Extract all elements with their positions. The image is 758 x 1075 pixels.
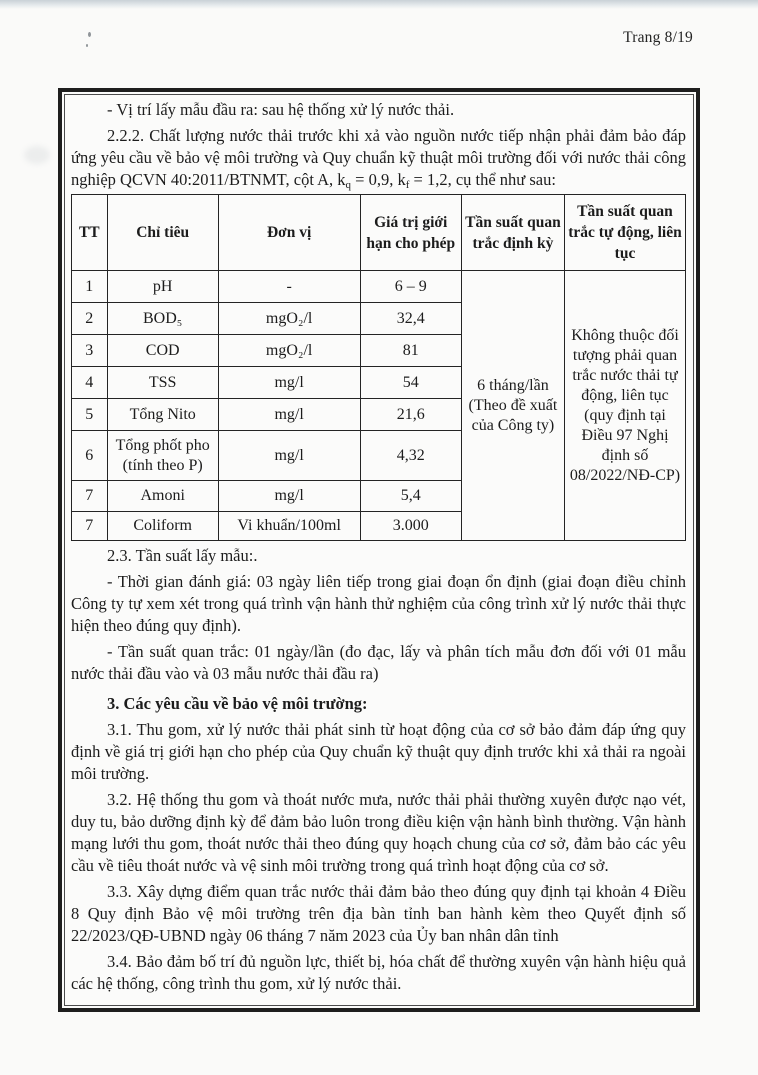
cell-tt: 5 <box>72 399 108 431</box>
cell-value: 32,4 <box>360 303 461 335</box>
cell-name: Tổng Nito <box>107 399 218 431</box>
content-area <box>64 94 694 1006</box>
cell-name: BOD₅ <box>107 303 218 335</box>
subscript-kf: f <box>405 179 410 191</box>
column-header: Tần suất quan trắc tự động, liên tục <box>565 195 686 271</box>
cell-tt: 2 <box>72 303 108 335</box>
cell-unit: mgO₂/l <box>218 335 360 367</box>
paragraph-2-2-2 <box>71 125 686 191</box>
paragraph-2-2-2-end: = 1,2, cụ thể như sau: <box>409 170 556 189</box>
column-header: Đơn vị <box>218 195 360 271</box>
cell-value: 54 <box>360 367 461 399</box>
paragraph-3-3: 3.3. Xây dựng điểm quan trắc nước thải đảm bảo theo đúng quy định tại khoản 4 Điều 8 Quy định Bảo vệ môi trường trên địa bàn tỉnh ban hành kèm theo Quyết định số 22/2023/QĐ-UBND ngày 06 tháng 7 năm 2023 của Ủy ban nhân dân tỉnh <box>71 882 686 945</box>
wastewater-limits-table <box>71 194 686 541</box>
cell-value: 5,4 <box>360 481 461 512</box>
cell-periodic-frequency: 6 tháng/lần (Theo đề xuất của Công ty) <box>461 271 564 541</box>
column-header: Giá trị giới hạn cho phép <box>360 195 461 271</box>
intro-sampling-line: - Vị trí lấy mẫu đầu ra: sau hệ thống xử lý nước thải. <box>107 100 455 119</box>
cell-name: pH <box>107 271 218 303</box>
cell-unit: mg/l <box>218 399 360 431</box>
paragraph-3-1: 3.1. Thu gom, xử lý nước thải phát sinh từ hoạt động của cơ sở bảo đảm đáp ứng quy định về giá trị giới hạn cho phép của Quy chuẩn kỹ thuật quy định trước khi xả thải ra ngoài môi trường. <box>71 720 686 783</box>
cell-unit: - <box>218 271 360 303</box>
paragraph-2-2-2-text: 2.2.2. Chất lượng nước thải trước khi xả vào nguồn nước tiếp nhận phải đảm bảo đáp ứng yêu cầu về bảo vệ môi trường và Quy chuẩn kỹ thuật môi trường đối với nước thải công nghiệp QCVN 40:2011/BTNMT, cột A, k <box>71 126 686 189</box>
scan-speck <box>86 44 88 47</box>
cell-value: 6 – 9 <box>360 271 461 303</box>
section-2-3-heading: 2.3. Tần suất lấy mẫu:. <box>107 546 258 565</box>
table-row <box>72 271 686 303</box>
cell-tt: 6 <box>72 431 108 481</box>
cell-value: 81 <box>360 335 461 367</box>
scan-speck <box>88 32 91 37</box>
cell-value: 21,6 <box>360 399 461 431</box>
section-3-heading: 3. Các yêu cầu về bảo vệ môi trường: <box>107 694 368 713</box>
cell-name: TSS <box>107 367 218 399</box>
cell-unit: mg/l <box>218 431 360 481</box>
paragraph-3-4: 3.4. Bảo đảm bố trí đủ nguồn lực, thiết bị, hóa chất để thường xuyên vận hành hiệu quả các hệ thống, công trình thu gom, xử lý nước thải. <box>71 952 686 993</box>
cell-name: Tổng phốt pho (tính theo P) <box>107 431 218 481</box>
scan-edge-artifact <box>0 0 758 9</box>
subscript-kq: q <box>345 179 352 191</box>
cell-name: Coliform <box>107 512 218 541</box>
cell-unit: Vi khuẩn/100ml <box>218 512 360 541</box>
column-header: Tần suất quan trắc định kỳ <box>461 195 564 271</box>
column-header: TT <box>72 195 108 271</box>
paragraph-tan-suat-quan-trac: - Tần suất quan trắc: 01 ngày/lần (đo đạc, lấy và phân tích mẫu đơn đối với 01 mẫu nước thải đầu vào và 03 mẫu nước thải đầu ra) <box>71 642 686 683</box>
content-border-box <box>58 88 700 1012</box>
cell-tt: 7 <box>72 481 108 512</box>
cell-tt: 3 <box>72 335 108 367</box>
cell-tt: 4 <box>72 367 108 399</box>
cell-unit: mg/l <box>218 367 360 399</box>
cell-value: 3.000 <box>360 512 461 541</box>
scan-smudge <box>24 146 50 164</box>
paragraph-thoi-gian-danh-gia: - Thời gian đánh giá: 03 ngày liên tiếp trong giai đoạn ổn định (giai đoạn điều chỉnh Công ty tự xem xét trong quá trình vận hành thử nghiệm của công trình xử lý nước thải thực hiện theo đúng quy định). <box>71 572 686 635</box>
cell-name: COD <box>107 335 218 367</box>
cell-value: 4,32 <box>360 431 461 481</box>
cell-automatic-monitoring-note: Không thuộc đối tượng phải quan trắc nước thải tự động, liên tục (quy định tại Điều 97 Nghị định số 08/2022/NĐ-CP) <box>565 271 686 541</box>
cell-unit: mg/l <box>218 481 360 512</box>
cell-tt: 7 <box>72 512 108 541</box>
cell-name: Amoni <box>107 481 218 512</box>
page-number: Trang 8/19 <box>623 29 693 46</box>
table-header-row <box>72 195 686 271</box>
paragraph-3-2: 3.2. Hệ thống thu gom và thoát nước mưa, nước thải phải thường xuyên được nạo vét, duy tu, bảo dưỡng định kỳ để đảm bảo luôn trong điều kiện vận hành bình thường. Vận hành mạng lưới thu gom, thoát nước thải theo đúng quy hoạch chung của cơ sở, đảm bảo các yêu cầu về tiêu thoát nước và vệ sinh môi trường trong quá trình hoạt động của cơ sở. <box>71 790 686 875</box>
paragraph-2-2-2-mid: = 0,9, k <box>351 170 406 189</box>
cell-unit: mgO₂/l <box>218 303 360 335</box>
cell-tt: 1 <box>72 271 108 303</box>
column-header: Chỉ tiêu <box>107 195 218 271</box>
